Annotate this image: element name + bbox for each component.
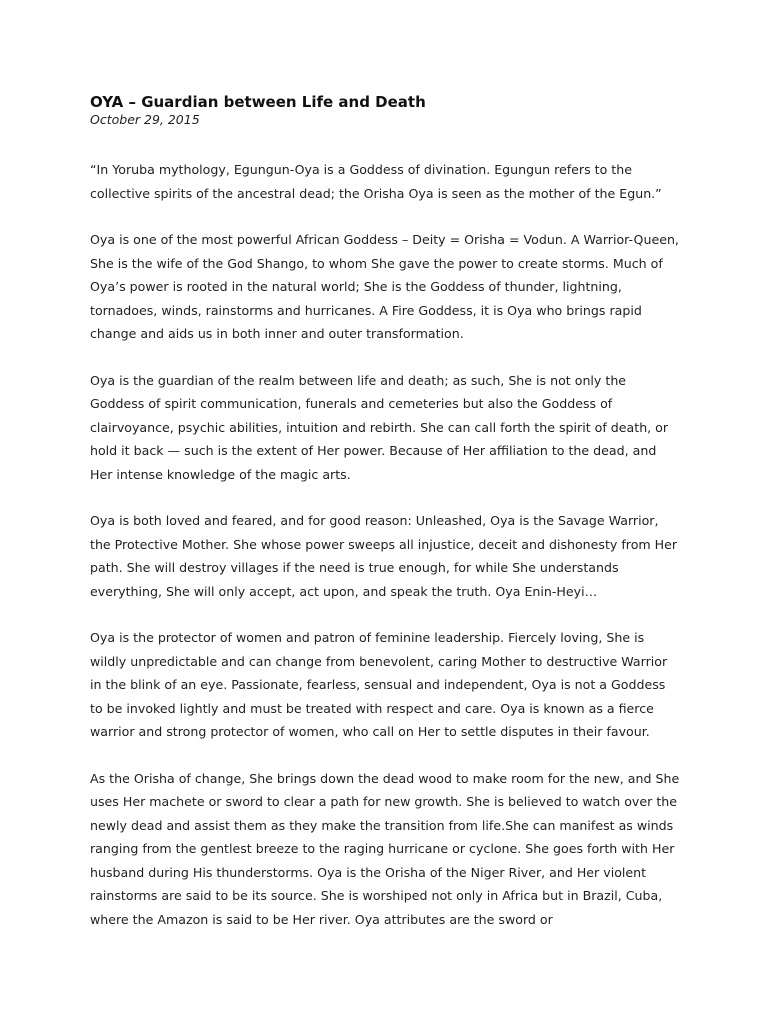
document-page [90,92,680,954]
paragraph-protector-of-women: Oya is the protector of women and patron of feminine leadership. Fiercely loving, She is wildly unpredictable and can change from benevolent, caring Mother to destructive Warrior in the blink of an eye. Passionate, fearless, sensual and independent, Oya is not a Goddess to be invoked lightly and must be treated with respect and care. Oya is known as a fierce warrior and strong protector of women, who call on Her to settle disputes in their favour. [90,630,668,739]
paragraph-guardian: Oya is the guardian of the realm between life and death; as such, She is not only the Goddess of spirit communication, funerals and cemeteries but also the Goddess of clairvoyance, psychic abilities, intuition and rebirth. She can call forth the spirit of death, or hold it back — such is the extent of Her power. Because of Her affiliation to the dead, and Her intense knowledge of the magic arts. [90,372,669,482]
article-date: October 29, 2015 [90,112,200,127]
paragraph-warrior-queen: Oya is one of the most powerful African Goddess – Deity = Orisha = Vodun. A Warrior-Queen, She is the wife of the God Shango, to whom She gave the power to create storms. Much of Oya’s power is rooted in the natural world; She is the Goddess of thunder, lightning, tornadoes, winds, rainstorms and hurricanes. A Fire Goddess, it is Oya who brings rapid change and aids us in both inner and outer transformation. [90,232,679,341]
paragraph-orisha-of-change: As the Orisha of change, She brings down the dead wood to make room for the new, and She uses Her machete or sword to clear a path for new growth. She is believed to watch over the newly dead and assist them as they make the transition from life.She can manifest as winds ranging from the gentlest breeze to the raging hurricane or cyclone. She goes forth with Her husband during His thunderstorms. Oya is the Orisha of the Niger River, and Her violent rainstorms are said to be its source. She is worshiped not only in Africa but in Brazil, Cuba, where the Amazon is said to be Her river. Oya attributes are the sword or [90,770,680,927]
paragraph-intro-quote: “In Yoruba mythology, Egungun-Oya is a Goddess of divination. Egungun refers to the collective spirits of the ancestral dead; the Orisha Oya is seen as the mother of the Egun.” [90,162,662,201]
paragraph-loved-feared: Oya is both loved and feared, and for good reason: Unleashed, Oya is the Savage Warrior, the Protective Mother. She whose power sweeps all injustice, deceit and dishonesty from Her path. She will destroy villages if the need is true enough, for while She understands everything, She will only accept, act upon, and speak the truth. Oya Enin-Heyi… [90,513,678,599]
article-title: OYA – Guardian between Life and Death [90,93,426,111]
